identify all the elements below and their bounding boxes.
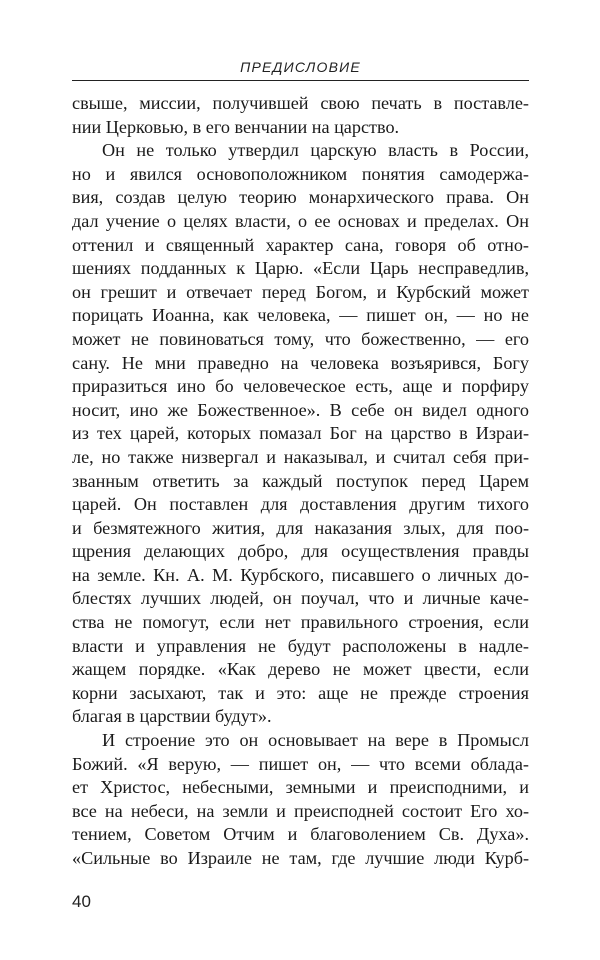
header-rule [72, 80, 529, 81]
text-line: корни засыхают, так и это: аще не прежде строения [72, 682, 529, 703]
text-line: блестях лучших людей, он поучал, что и личные каче- [72, 588, 529, 609]
text-line: благая в царствии будут». [72, 706, 272, 727]
page-number: 40 [72, 892, 91, 911]
text-line: сану. Не мни праведно на человека возъярився, Богу [72, 352, 529, 373]
text-line: приразиться ино бо человеческое есть, аще и порфиру [72, 376, 529, 397]
running-head-title: ПРЕДИСЛОВИЕ [240, 59, 361, 75]
body-text [72, 92, 529, 871]
text-line: И строение это он основывает на вере в Промысл [102, 730, 529, 751]
text-line: ле, но также низвергал и наказывал, и считал себя при- [72, 446, 529, 467]
text-line: нии Церковью, в его венчании на царство. [72, 116, 400, 137]
text-line: но и явился основоположником понятия самодержа- [72, 163, 529, 184]
text-line: тением, Советом Отчим и благоволением Св. Духа». [72, 824, 529, 845]
text-line: на земле. Кн. А. М. Курбского, писавшего о личных до- [72, 564, 529, 585]
text-line: из тех царей, которых помазал Бог на царство в Израи- [72, 423, 529, 444]
text-line: все на небеси, на земли и преисподней состоит Его хо- [72, 800, 529, 821]
text-line: ет Христос, небесными, земными и преисподними, и [72, 777, 529, 798]
text-line: он грешит и отвечает перед Богом, и Курбский может [72, 281, 529, 302]
text-line: и безмятежного жития, для наказания злых, для поо- [72, 517, 529, 538]
text-line: Он не только утвердил царскую власть в России, [102, 140, 529, 161]
text-line: власти и управления не будут расположены в надле- [72, 635, 529, 656]
text-line: званным ответить за каждый поступок перед Царем [72, 470, 529, 491]
paragraph [72, 139, 529, 729]
text-line: царей. Он поставлен для доставления другим тихого [72, 494, 529, 515]
text-line: жащем порядке. «Как дерево не может цвести, если [72, 659, 529, 680]
text-line: свыше, миссии, получившей свою печать в поставле- [72, 93, 529, 113]
text-line: дал учение о целях власти, о ее основах и пределах. Он [72, 210, 529, 231]
text-line: шениях подданных к Царю. «Если Царь несправедлив, [72, 258, 529, 279]
text-line: «Сильные во Израиле не там, где лучшие люди Курб- [72, 848, 529, 868]
text-line: щрения делающих добро, для осуществления правды [72, 541, 529, 562]
text-line: порицать Иоанна, как человека, — пишет он, — но не [72, 305, 529, 326]
paragraph [72, 729, 529, 871]
text-line: Божий. «Я верую, — пишет он, — что всеми облада- [72, 753, 529, 774]
text-line: носит, ино же Божественное». В себе он видел одного [72, 399, 529, 420]
text-line: может не повиноваться тому, что божественно, — его [72, 328, 529, 349]
text-line: оттенил и священный характер сана, говоря об отно- [72, 234, 529, 255]
text-line: ства не помогут, если нет правильного строения, если [72, 612, 529, 633]
paragraph [72, 92, 529, 139]
text-line: вия, создав целую теорию монархического права. Он [72, 187, 529, 208]
